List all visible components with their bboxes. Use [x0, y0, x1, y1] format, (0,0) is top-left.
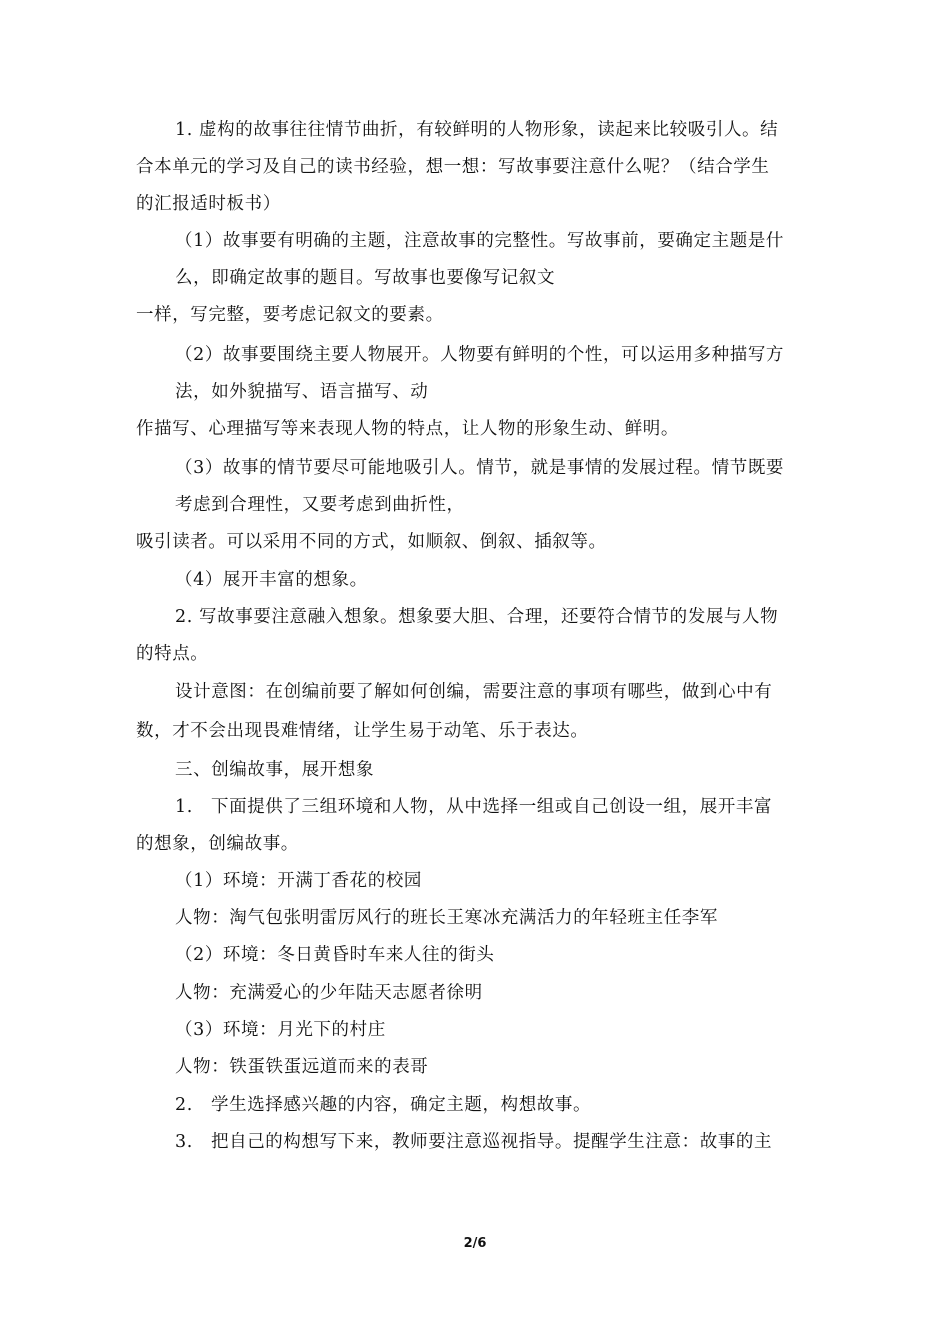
section-heading: 三、创编故事，展开想象	[175, 760, 375, 780]
list-item: （2）环境：冬日黄昏时车来人往的街头	[175, 945, 495, 965]
list-item: 人物：铁蛋铁蛋远道而来的表哥	[175, 1057, 429, 1077]
list-item: 人物：淘气包张明雷厉风行的班长王寒冰充满活力的年轻班主任李军	[175, 908, 718, 928]
list-item: 人物：充满爱心的少年陆天志愿者徐明	[175, 983, 483, 1003]
list-item: （3）环境：月光下的村庄	[175, 1020, 386, 1040]
paragraph-line: 的汇报适时板书）	[136, 194, 281, 214]
paragraph-line: 的特点。	[136, 644, 209, 664]
paragraph-line: 考虑到合理性，又要考虑到曲折性，	[175, 495, 465, 515]
paragraph-line: 设计意图：在创编前要了解如何创编，需要注意的事项有哪些，做到心中有	[175, 682, 773, 702]
paragraph-line: 的想象，创编故事。	[136, 834, 299, 854]
paragraph-line: 数，才不会出现畏难情绪，让学生易于动笔、乐于表达。	[136, 721, 589, 741]
paragraph-line: 1. 虚构的故事往往情节曲折，有较鲜明的人物形象，读起来比较吸引人。结	[175, 120, 779, 140]
paragraph-line: 法，如外貌描写、语言描写、动	[175, 382, 429, 402]
paragraph-line: （2）故事要围绕主要人物展开。人物要有鲜明的个性，可以运用多种描写方	[175, 345, 785, 365]
paragraph-line: 2. 学生选择感兴趣的内容，确定主题，构想故事。	[175, 1095, 592, 1115]
list-item: （1）环境：开满丁香花的校园	[175, 871, 423, 891]
paragraph-line: （3）故事的情节要尽可能地吸引人。情节，就是事情的发展过程。情节既要	[175, 458, 785, 478]
paragraph-line: 么，即确定故事的题目。写故事也要像写记叙文	[175, 268, 556, 288]
paragraph-line: 合本单元的学习及自己的读书经验，想一想：写故事要注意什么呢？（结合学生	[136, 157, 770, 177]
paragraph-line: （4）展开丰富的想象。	[175, 570, 368, 590]
paragraph-line: （1）故事要有明确的主题，注意故事的完整性。写故事前，要确定主题是什	[175, 231, 785, 251]
paragraph-line: 作描写、心理描写等来表现人物的特点，让人物的形象生动、鲜明。	[136, 419, 679, 439]
paragraph-line: 2. 写故事要注意融入想象。想象要大胆、合理，还要符合情节的发展与人物	[175, 607, 779, 627]
page-number: 2/6	[463, 1236, 487, 1251]
paragraph-line: 1. 下面提供了三组环境和人物，从中选择一组或自己创设一组，展开丰富	[175, 797, 773, 817]
paragraph-line: 3. 把自己的构想写下来，教师要注意巡视指导。提醒学生注意：故事的主	[175, 1132, 773, 1152]
paragraph-line: 一样，写完整，要考虑记叙文的要素。	[136, 305, 444, 325]
paragraph-line: 吸引读者。可以采用不同的方式，如顺叙、倒叙、插叙等。	[136, 532, 607, 552]
